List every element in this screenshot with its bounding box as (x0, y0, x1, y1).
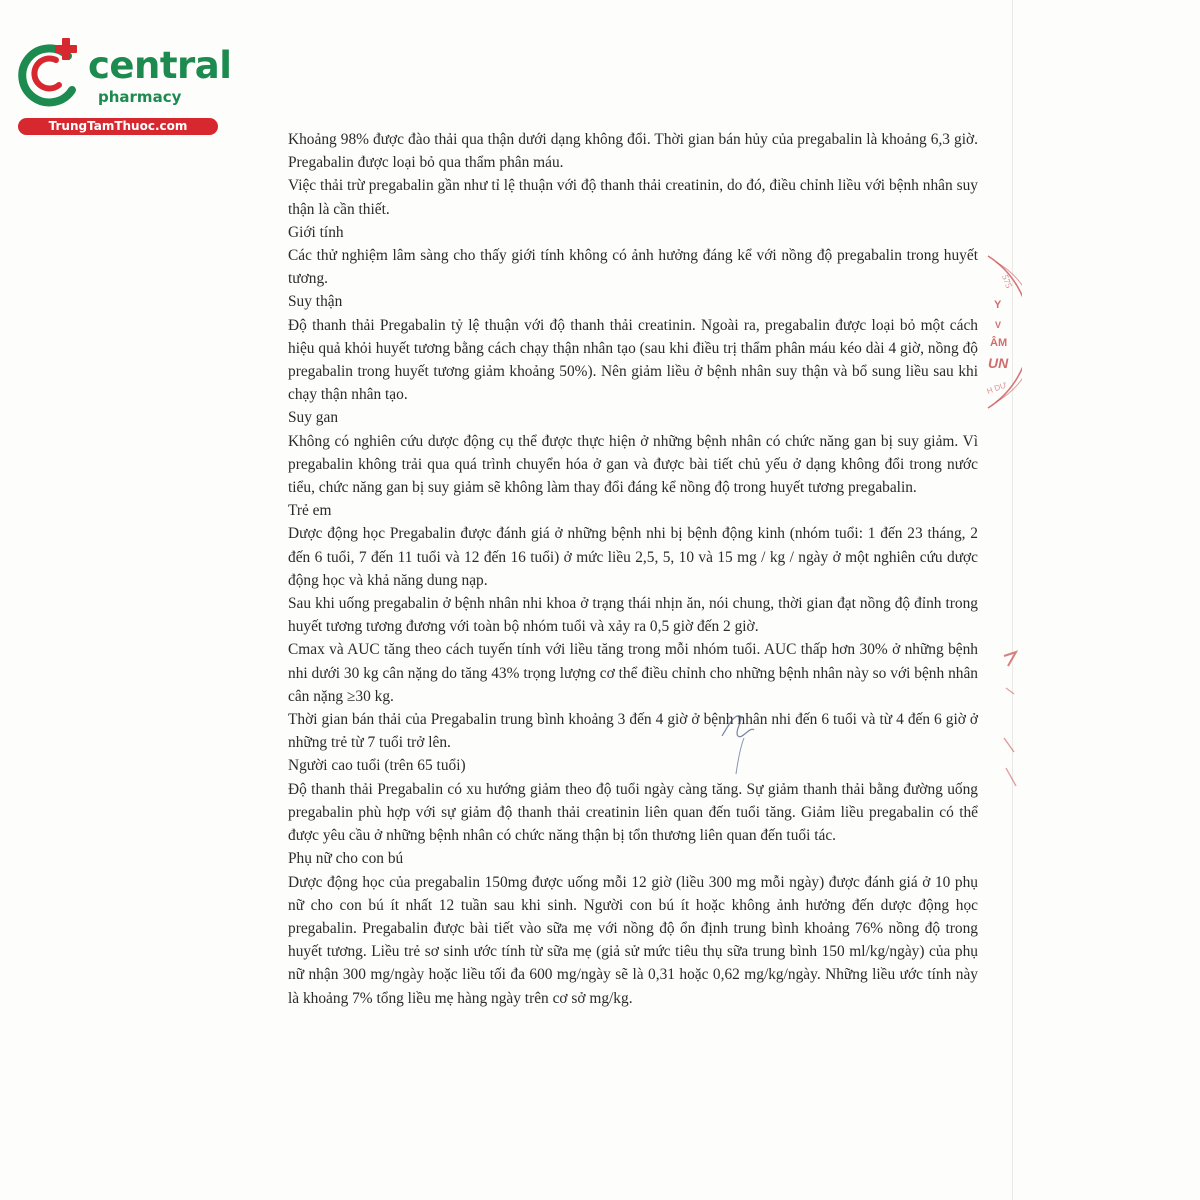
page-edge-line (1012, 0, 1013, 1200)
stamp-letter-1: Y (994, 299, 1002, 311)
paragraph: Các thử nghiệm lâm sàng cho thấy giới tính không có ảnh hưởng đáng kể với nồng độ pregabalin trong huyết tương. (288, 247, 978, 288)
stamp-letter-4: UN (988, 355, 1009, 371)
paragraph: Dược động học của pregabalin 150mg được uống mỗi 12 giờ (liều 300 mg mỗi ngày) được đánh giá ở 10 phụ nữ cho con bú ít nhất 12 tuần sau khi sinh. Người con bú ít hoặc không ảnh hưởng đến dược động học pregabalin. Pregabalin được bài tiết vào sữa mẹ với nồng độ ổn định trung bình khoảng 76% nồng độ trong huyết tương. Liều trẻ sơ sinh ước tính từ sữa mẹ (giả sử mức tiêu thụ sữa trung bình 150 ml/kg/ngày) của phụ nữ nhận 300 mg/ngày hoặc liều tối đa 600 mg/ngày sẽ là 0,31 hoặc 0,62 mg/kg/ngày. Những liều ước tính này là khoảng 7% tổng liều mẹ hàng ngày trên cơ sở mg/kg. (288, 873, 978, 1007)
paragraph: Độ thanh thải Pregabalin có xu hướng giảm theo độ tuổi ngày càng tăng. Sự giảm thanh thải bằng đường uống pregabalin phù hợp với sự giảm độ thanh thải creatinin liên quan đến tuổi tăng. Giảm liều pregabalin có thể được yêu cầu ở những bệnh nhân có chức năng thận bị tổn thương liên quan đến tuổi tác. (288, 780, 978, 845)
central-pharmacy-logo[interactable] (10, 36, 232, 136)
paragraph: Sau khi uống pregabalin ở bệnh nhân nhi khoa ở trạng thái nhịn ăn, nói chung, thời gian đạt nồng độ đỉnh trong huyết tương tương đương với toàn bộ nhóm tuổi và xảy ra 0,5 giờ đến 2 giờ. (288, 595, 978, 636)
paragraph: Dược động học Pregabalin được đánh giá ở những bệnh nhi bị bệnh động kinh (nhóm tuổi: 1 đến 23 tháng, 2 đến 6 tuổi, 7 đến 11 tuổi và 12 đến 16 tuổi) ở mức liều 2,5, 5, 10 và 15 mg / kg / ngày ở một nghiên cứu dược động học và khả năng dung nạp. (288, 525, 978, 589)
paragraph: Cmax và AUC tăng theo cách tuyến tính với liều tăng trong mỗi nhóm tuổi. AUC thấp hơn 30% ở những bệnh nhi dưới 30 kg cân nặng do tăng 43% trọng lượng cơ thể điều chỉnh cho những bệnh nhân này so với bệnh nhân cân nặng ≥30 kg. (288, 641, 978, 705)
section-heading: Phụ nữ cho con bú (288, 850, 404, 868)
paragraph: Thời gian bán thải của Pregabalin trung bình khoảng 3 đến 4 giờ ở bệnh nhân nhi đến 6 tuổi và từ 4 đến 6 giờ ở những trẻ từ 7 tuổi trở lên. (288, 711, 978, 752)
section-heading: Giới tính (288, 223, 344, 241)
section-heading: Trẻ em (288, 502, 332, 520)
stamp-fragment-icon (982, 252, 1022, 412)
stamp-letter-2: V (995, 320, 1002, 330)
paragraph: Khoảng 98% được đào thải qua thận dưới dạng không đổi. Thời gian bán hủy của pregabalin là khoảng 6,3 giờ. Pregabalin được loại bỏ qua thẩm phân máu. (288, 131, 978, 172)
document-body (288, 128, 978, 1010)
stamp-edge-mark-icon (998, 648, 1022, 798)
svg-text:575: 575 (1000, 273, 1015, 290)
svg-text:H DƯ: H DƯ (985, 380, 1009, 396)
paragraph: Không có nghiên cứu dược động cụ thể được thực hiện ở những bệnh nhân có chức năng gan bị suy giảm. Vì pregabalin không trải qua quá trình chuyển hóa ở gan và được bài tiết chủ yếu ở dạng không đổi trong nước tiểu, chức năng gan bị suy giảm sẽ không làm thay đổi đáng kể nồng độ trong huyết tương pregabalin. (288, 432, 978, 497)
brand-name: central (88, 44, 232, 87)
stamp-letter-3: ÂM (990, 337, 1008, 349)
brand-website-badge[interactable]: TrungTamThuoc.com (18, 118, 218, 135)
paragraph: Độ thanh thải Pregabalin tỷ lệ thuận với độ thanh thải creatinin. Ngoài ra, pregabalin được loại bỏ một cách hiệu quả khỏi huyết tương bằng cách chạy thận nhân tạo (sau khi điều trị thẩm phân máu kéo dài 4 giờ, nồng độ pregabalin trong huyết tương giảm khoảng 50%). Nên giảm liều ở bệnh nhân suy thận và bổ sung liều sau khi chạy thận nhân tạo. (288, 316, 978, 404)
signature-scribble-icon (714, 702, 764, 776)
section-heading: Suy gan (288, 409, 339, 427)
section-heading: Người cao tuổi (trên 65 tuổi) (288, 757, 466, 775)
section-heading: Suy thận (288, 293, 343, 311)
pharmacy-logo-icon (10, 36, 90, 116)
paragraph: Việc thải trừ pregabalin gần như tỉ lệ thuận với độ thanh thải creatinin, do đó, điều chỉnh liều với bệnh nhân suy thận là cần thiết. (288, 177, 978, 218)
brand-subtitle: pharmacy (98, 88, 182, 106)
